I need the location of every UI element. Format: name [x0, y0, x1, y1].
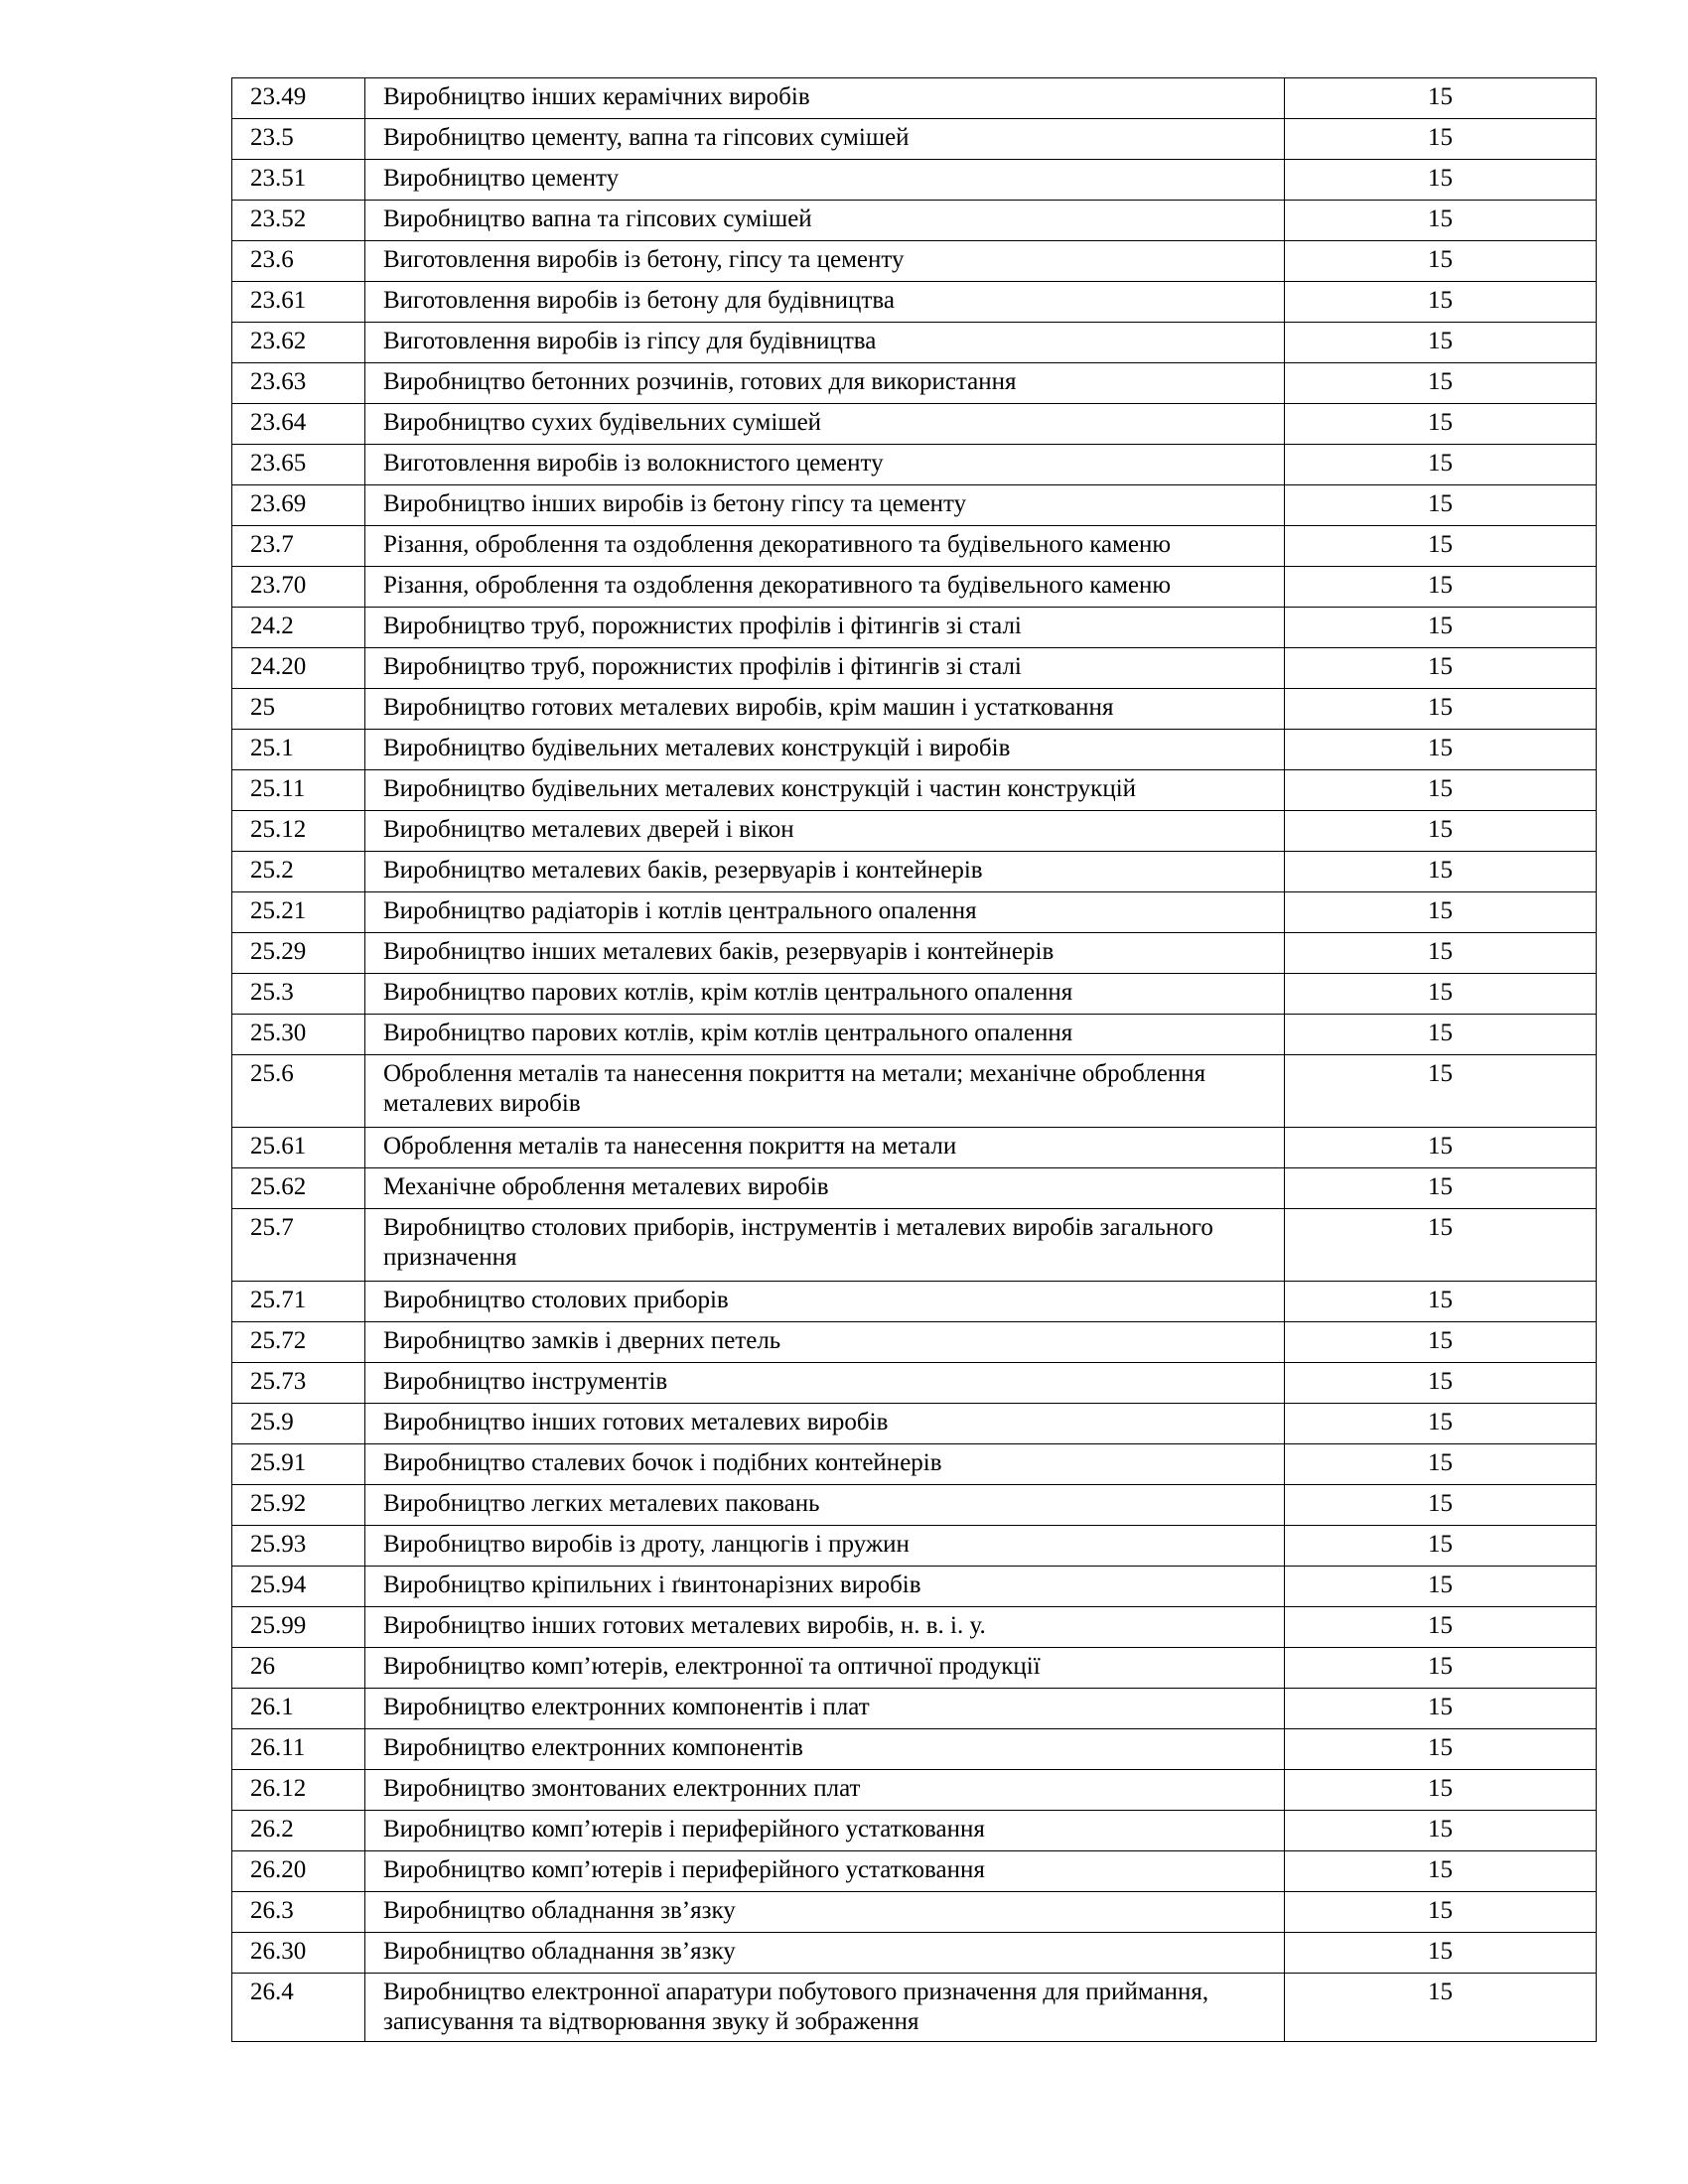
value-cell: 15 [1285, 974, 1597, 1015]
value-cell: 15 [1285, 648, 1597, 689]
table-row [232, 1974, 1597, 2042]
activity-name-cell: Виготовлення виробів із бетону, гіпсу та цементу [365, 241, 1285, 282]
table-row [232, 1933, 1597, 1974]
activity-name-cell: Виготовлення виробів із гіпсу для будівництва [365, 323, 1285, 363]
value-cell: 15 [1285, 1526, 1597, 1567]
code-cell: 25.21 [232, 892, 365, 933]
code-cell: 23.63 [232, 363, 365, 404]
activity-name-cell: Виробництво труб, порожнистих профілів і фітингів зі сталі [365, 608, 1285, 648]
table-row [232, 1168, 1597, 1209]
table-row [232, 1811, 1597, 1851]
value-cell: 15 [1285, 445, 1597, 485]
table-row [232, 1485, 1597, 1526]
value-cell: 15 [1285, 241, 1597, 282]
activity-name-cell: Виробництво сухих будівельних сумішей [365, 404, 1285, 445]
code-cell: 26.12 [232, 1770, 365, 1811]
table-row [232, 1689, 1597, 1729]
table-row [232, 1729, 1597, 1770]
value-cell: 15 [1285, 1851, 1597, 1892]
code-cell: 25.11 [232, 770, 365, 811]
code-cell: 23.69 [232, 485, 365, 526]
value-cell: 15 [1285, 689, 1597, 730]
code-cell: 25.2 [232, 852, 365, 892]
code-cell: 25.7 [232, 1209, 365, 1282]
activity-name-cell: Виробництво парових котлів, крім котлів центрального опалення [365, 1015, 1285, 1055]
activity-name-cell: Виробництво парових котлів, крім котлів центрального опалення [365, 974, 1285, 1015]
value-cell: 15 [1285, 1933, 1597, 1974]
value-cell: 15 [1285, 730, 1597, 770]
table-row [232, 1567, 1597, 1607]
code-cell: 25.93 [232, 1526, 365, 1567]
code-cell: 25.6 [232, 1055, 365, 1128]
activity-name-cell: Виробництво інших виробів із бетону гіпсу та цементу [365, 485, 1285, 526]
code-cell: 26.3 [232, 1892, 365, 1933]
value-cell: 15 [1285, 201, 1597, 241]
activity-name-cell: Виробництво металевих баків, резервуарів і контейнерів [365, 852, 1285, 892]
code-cell: 25.72 [232, 1322, 365, 1363]
table-row [232, 1892, 1597, 1933]
table-row [232, 567, 1597, 608]
table-row [232, 1404, 1597, 1444]
table-row [232, 1322, 1597, 1363]
value-cell: 15 [1285, 1892, 1597, 1933]
table-row [232, 852, 1597, 892]
table-row [232, 445, 1597, 485]
value-cell: 15 [1285, 526, 1597, 567]
activity-name-cell: Виробництво радіаторів і котлів центрального опалення [365, 892, 1285, 933]
code-cell: 25.99 [232, 1607, 365, 1648]
value-cell: 15 [1285, 1811, 1597, 1851]
value-cell: 15 [1285, 1168, 1597, 1209]
table-row [232, 1282, 1597, 1322]
activity-name-cell: Виробництво столових приборів, інструментів і металевих виробів загального призначення [365, 1209, 1285, 1282]
table-row [232, 1015, 1597, 1055]
table-row [232, 648, 1597, 689]
table-row [232, 1851, 1597, 1892]
table-row [232, 241, 1597, 282]
table-row [232, 1444, 1597, 1485]
activity-name-cell: Виробництво електронних компонентів і плат [365, 1689, 1285, 1729]
value-cell: 15 [1285, 770, 1597, 811]
activity-name-cell: Виробництво труб, порожнистих профілів і фітингів зі сталі [365, 648, 1285, 689]
activity-name-cell: Виробництво столових приборів [365, 1282, 1285, 1322]
code-cell: 25.1 [232, 730, 365, 770]
table-row [232, 526, 1597, 567]
code-cell: 25 [232, 689, 365, 730]
activity-name-cell: Різання, оброблення та оздоблення декоративного та будівельного каменю [365, 526, 1285, 567]
code-cell: 23.52 [232, 201, 365, 241]
table-row [232, 282, 1597, 323]
value-cell: 15 [1285, 1974, 1597, 2042]
table-row [232, 730, 1597, 770]
table-row [232, 933, 1597, 974]
value-cell: 15 [1285, 1404, 1597, 1444]
table-row [232, 1607, 1597, 1648]
table-row [232, 404, 1597, 445]
activity-name-cell: Виробництво комп’ютерів і периферійного устатковання [365, 1811, 1285, 1851]
table-row [232, 160, 1597, 201]
code-cell: 23.6 [232, 241, 365, 282]
activity-name-cell: Виробництво інших металевих баків, резервуарів і контейнерів [365, 933, 1285, 974]
value-cell: 15 [1285, 78, 1597, 119]
code-cell: 25.29 [232, 933, 365, 974]
value-cell: 15 [1285, 1015, 1597, 1055]
table-row [232, 78, 1597, 119]
code-cell: 23.62 [232, 323, 365, 363]
code-cell: 26.4 [232, 1974, 365, 2042]
value-cell: 15 [1285, 1485, 1597, 1526]
activity-name-cell: Різання, оброблення та оздоблення декоративного та будівельного каменю [365, 567, 1285, 608]
code-cell: 23.64 [232, 404, 365, 445]
code-cell: 24.20 [232, 648, 365, 689]
code-cell: 26.1 [232, 1689, 365, 1729]
code-cell: 25.91 [232, 1444, 365, 1485]
activity-codes-table [231, 77, 1597, 2042]
activity-name-cell: Виробництво легких металевих паковань [365, 1485, 1285, 1526]
activity-name-cell: Виробництво бетонних розчинів, готових для використання [365, 363, 1285, 404]
value-cell: 15 [1285, 1607, 1597, 1648]
value-cell: 15 [1285, 282, 1597, 323]
activity-name-cell: Виробництво замків і дверних петель [365, 1322, 1285, 1363]
code-cell: 23.70 [232, 567, 365, 608]
table-row [232, 770, 1597, 811]
table-row [232, 363, 1597, 404]
value-cell: 15 [1285, 485, 1597, 526]
code-cell: 25.62 [232, 1168, 365, 1209]
table-row [232, 119, 1597, 160]
activity-name-cell: Виробництво кріпильних і ґвинтонарізних виробів [365, 1567, 1285, 1607]
code-cell: 26.2 [232, 1811, 365, 1851]
value-cell: 15 [1285, 892, 1597, 933]
code-cell: 23.51 [232, 160, 365, 201]
code-cell: 23.49 [232, 78, 365, 119]
value-cell: 15 [1285, 567, 1597, 608]
value-cell: 15 [1285, 608, 1597, 648]
value-cell: 15 [1285, 404, 1597, 445]
table-row [232, 1770, 1597, 1811]
table-row [232, 892, 1597, 933]
activity-name-cell: Виробництво змонтованих електронних плат [365, 1770, 1285, 1811]
activity-name-cell: Виробництво виробів із дроту, ланцюгів і пружин [365, 1526, 1285, 1567]
code-cell: 23.5 [232, 119, 365, 160]
value-cell: 15 [1285, 1363, 1597, 1404]
code-cell: 25.9 [232, 1404, 365, 1444]
activity-name-cell: Виробництво електронних компонентів [365, 1729, 1285, 1770]
value-cell: 15 [1285, 933, 1597, 974]
activity-name-cell: Виробництво інших керамічних виробів [365, 78, 1285, 119]
code-cell: 26.11 [232, 1729, 365, 1770]
activity-name-cell: Оброблення металів та нанесення покриття на метали; механічне оброблення металевих виробів [365, 1055, 1285, 1128]
table-row [232, 811, 1597, 852]
activity-name-cell: Виробництво інших готових металевих виробів, н. в. і. у. [365, 1607, 1285, 1648]
value-cell: 15 [1285, 1322, 1597, 1363]
value-cell: 15 [1285, 1567, 1597, 1607]
code-cell: 25.61 [232, 1128, 365, 1168]
activity-name-cell: Виробництво будівельних металевих конструкцій і частин конструкцій [365, 770, 1285, 811]
activity-name-cell: Виробництво металевих дверей і вікон [365, 811, 1285, 852]
activity-name-cell: Виробництво цементу [365, 160, 1285, 201]
value-cell: 15 [1285, 160, 1597, 201]
code-cell: 25.12 [232, 811, 365, 852]
value-cell: 15 [1285, 323, 1597, 363]
code-cell: 25.94 [232, 1567, 365, 1607]
table-row [232, 323, 1597, 363]
table-row [232, 485, 1597, 526]
code-cell: 25.71 [232, 1282, 365, 1322]
value-cell: 15 [1285, 1282, 1597, 1322]
code-cell: 23.65 [232, 445, 365, 485]
code-cell: 25.92 [232, 1485, 365, 1526]
activity-name-cell: Оброблення металів та нанесення покриття на метали [365, 1128, 1285, 1168]
activity-name-cell: Виробництво обладнання зв’язку [365, 1933, 1285, 1974]
code-cell: 23.61 [232, 282, 365, 323]
value-cell: 15 [1285, 1689, 1597, 1729]
code-cell: 25.30 [232, 1015, 365, 1055]
table-row [232, 1526, 1597, 1567]
code-cell: 25.3 [232, 974, 365, 1015]
activity-name-cell: Механічне оброблення металевих виробів [365, 1168, 1285, 1209]
table-row [232, 1209, 1597, 1282]
value-cell: 15 [1285, 1770, 1597, 1811]
activity-name-cell: Виготовлення виробів із волокнистого цементу [365, 445, 1285, 485]
table-row [232, 1363, 1597, 1404]
value-cell: 15 [1285, 811, 1597, 852]
activity-name-cell: Виробництво електронної апаратури побутового призначення для приймання, записування та відтворювання звуку й зображення [365, 1974, 1285, 2042]
activity-name-cell: Виготовлення виробів із бетону для будівництва [365, 282, 1285, 323]
value-cell: 15 [1285, 852, 1597, 892]
table-row [232, 1648, 1597, 1689]
value-cell: 15 [1285, 1444, 1597, 1485]
activity-name-cell: Виробництво обладнання зв’язку [365, 1892, 1285, 1933]
value-cell: 15 [1285, 1209, 1597, 1282]
value-cell: 15 [1285, 1128, 1597, 1168]
activity-name-cell: Виробництво комп’ютерів, електронної та оптичної продукції [365, 1648, 1285, 1689]
code-cell: 25.73 [232, 1363, 365, 1404]
activity-name-cell: Виробництво цементу, вапна та гіпсових сумішей [365, 119, 1285, 160]
code-cell: 26 [232, 1648, 365, 1689]
activity-name-cell: Виробництво інших готових металевих виробів [365, 1404, 1285, 1444]
table-row [232, 974, 1597, 1015]
value-cell: 15 [1285, 1055, 1597, 1128]
code-cell: 24.2 [232, 608, 365, 648]
table-row [232, 689, 1597, 730]
table-row [232, 201, 1597, 241]
code-cell: 23.7 [232, 526, 365, 567]
activity-name-cell: Виробництво сталевих бочок і подібних контейнерів [365, 1444, 1285, 1485]
table-row [232, 608, 1597, 648]
activity-name-cell: Виробництво вапна та гіпсових сумішей [365, 201, 1285, 241]
activity-name-cell: Виробництво комп’ютерів і периферійного устатковання [365, 1851, 1285, 1892]
table-row [232, 1055, 1597, 1128]
value-cell: 15 [1285, 363, 1597, 404]
activity-name-cell: Виробництво готових металевих виробів, крім машин і устатковання [365, 689, 1285, 730]
code-cell: 26.30 [232, 1933, 365, 1974]
table-body [232, 78, 1597, 2042]
activity-name-cell: Виробництво будівельних металевих конструкцій і виробів [365, 730, 1285, 770]
code-cell: 26.20 [232, 1851, 365, 1892]
value-cell: 15 [1285, 1729, 1597, 1770]
value-cell: 15 [1285, 1648, 1597, 1689]
value-cell: 15 [1285, 119, 1597, 160]
activity-name-cell: Виробництво інструментів [365, 1363, 1285, 1404]
table-row [232, 1128, 1597, 1168]
